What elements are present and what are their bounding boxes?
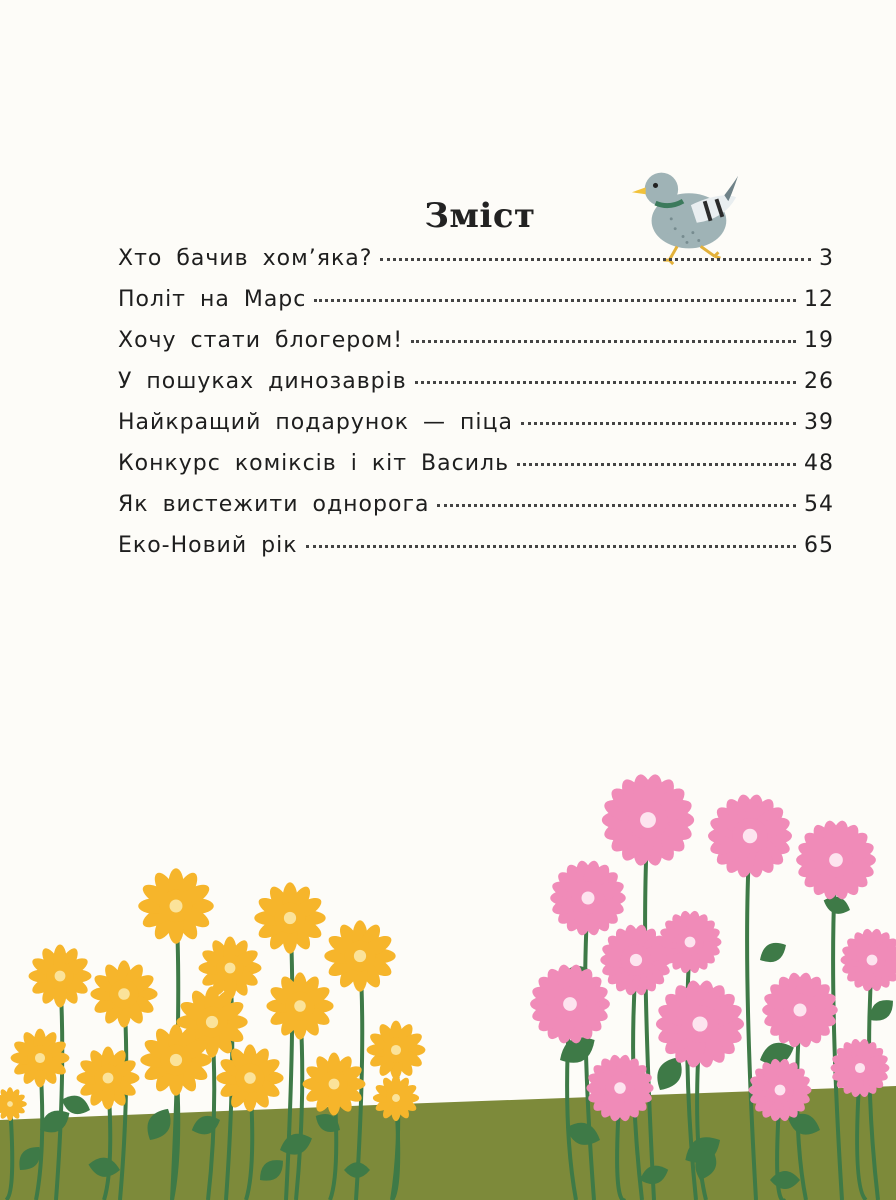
flower-head bbox=[0, 1087, 27, 1121]
flower-head bbox=[762, 971, 838, 1048]
toc-entry[interactable] bbox=[118, 246, 834, 287]
flower-head bbox=[90, 960, 157, 1027]
toc-entry[interactable] bbox=[118, 328, 834, 369]
toc-entry[interactable] bbox=[118, 287, 834, 328]
toc-entry-page: 39 bbox=[804, 410, 834, 435]
dot-leader bbox=[521, 422, 796, 425]
dot-leader bbox=[380, 258, 811, 261]
toc-entry-page: 54 bbox=[804, 492, 834, 517]
leaf bbox=[756, 937, 791, 968]
toc-entry-title: У пошуках динозаврів bbox=[118, 369, 407, 394]
flower-scenery bbox=[0, 760, 896, 1200]
toc-entry[interactable] bbox=[118, 410, 834, 451]
flower-head bbox=[550, 859, 626, 936]
toc-entry-title: Політ на Марс bbox=[118, 287, 307, 312]
flower-head bbox=[796, 819, 877, 900]
flower-head bbox=[266, 972, 333, 1039]
toc-entry-title: Еко-Новий рік bbox=[118, 533, 298, 558]
toc-entry-page: 3 bbox=[819, 246, 834, 271]
flower-head bbox=[254, 882, 325, 953]
toc-entry[interactable] bbox=[118, 492, 834, 533]
toc-entry-title: Хочу стати блогером! bbox=[118, 328, 404, 353]
flower-head bbox=[840, 928, 896, 992]
flower-head bbox=[601, 773, 694, 867]
dot-leader bbox=[437, 504, 796, 507]
toc-entry[interactable] bbox=[118, 533, 834, 574]
toc-entry-title: Конкурс коміксів і кіт Василь bbox=[118, 451, 510, 476]
flower-head bbox=[138, 868, 214, 944]
page-title: Зміст bbox=[424, 196, 536, 236]
toc-entry-page: 65 bbox=[804, 533, 834, 558]
flower-head bbox=[655, 979, 744, 1069]
flower-head bbox=[216, 1044, 283, 1111]
toc-entry-page: 48 bbox=[804, 451, 834, 476]
toc-entry[interactable] bbox=[118, 369, 834, 410]
dot-leader bbox=[306, 545, 796, 548]
toc-entry-page: 19 bbox=[804, 328, 834, 353]
flower-head bbox=[367, 1021, 426, 1080]
dot-leader bbox=[415, 381, 796, 384]
dot-leader bbox=[314, 299, 796, 302]
toc-entry-title: Хто бачив хом’яка? bbox=[118, 246, 373, 271]
toc-entry-page: 12 bbox=[804, 287, 834, 312]
flower-head bbox=[29, 945, 92, 1008]
flower-head bbox=[530, 963, 611, 1044]
flower-head bbox=[77, 1047, 140, 1110]
flower-head bbox=[708, 793, 793, 879]
toc-entry[interactable] bbox=[118, 451, 834, 492]
table-of-contents bbox=[118, 246, 834, 574]
dot-leader bbox=[411, 340, 796, 343]
dot-leader bbox=[517, 463, 796, 466]
toc-entry-page: 26 bbox=[804, 369, 834, 394]
toc-entry-title: Найкращий подарунок — піца bbox=[118, 410, 513, 435]
flower-head bbox=[324, 920, 395, 991]
toc-entry-title: Як вистежити однорога bbox=[118, 492, 430, 517]
